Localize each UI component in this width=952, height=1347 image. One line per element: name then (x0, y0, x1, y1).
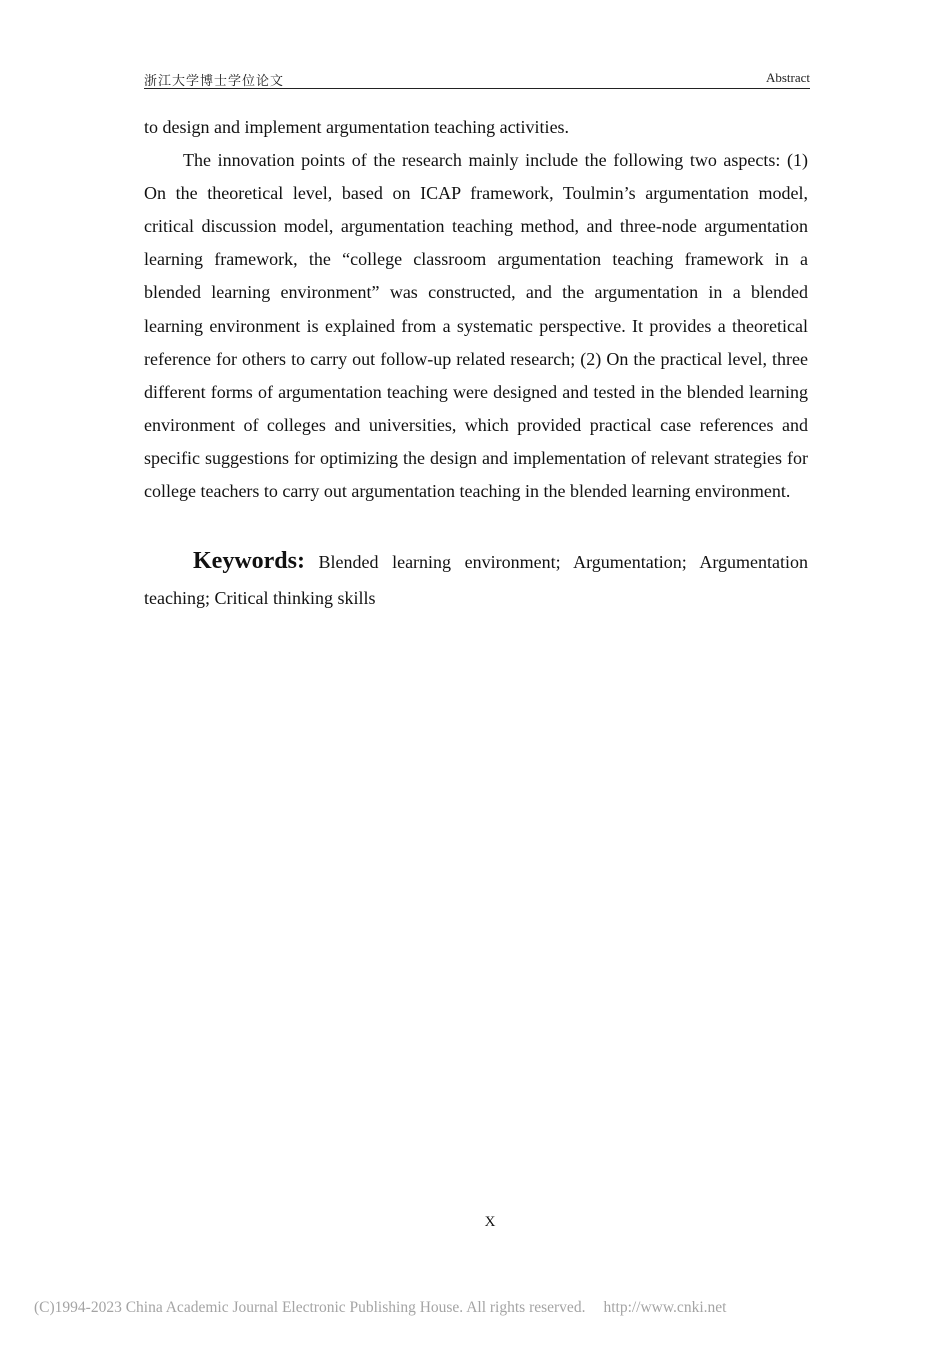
running-header (144, 68, 810, 89)
keywords-section (144, 543, 808, 616)
paragraph-continuation: to design and implement argumentation teaching activities. (144, 117, 570, 137)
copyright-text: (C)1994-2023 China Academic Journal Electronic Publishing House. All rights reserved. (34, 1299, 586, 1316)
keywords-list: Blended learning environment; Argumentation; Argumentation teaching; Critical thinking skills (144, 552, 808, 608)
footer-url: http://www.cnki.net (603, 1299, 727, 1316)
paragraph-innovation-points: The innovation points of the research mainly include the following two aspects: (1) On the theoretical level, based on ICAP framework, Toulmin’s argumentation model, critical discussion model, argumentation teaching method, and three-node argumentation learning framework, the “college classroom argumentation teaching framework in a blended learning environment” was constructed, and the argumentation in a blended learning environment is explained from a systematic perspective. It provides a theoretical reference for others to carry out follow-up related research; (2) On the practical level, three different forms of argumentation teaching were designed and tested in the blended learning environment of colleges and universities, which provided practical case references and specific suggestions for optimizing the design and implementation of relevant strategies for college teachers to carry out argumentation teaching in the blended learning environment. (144, 150, 808, 502)
copyright-footer (34, 1299, 726, 1317)
keywords-label: Keywords: (193, 548, 305, 574)
page-number: X (484, 1214, 496, 1230)
abstract-body (144, 111, 808, 508)
section-title-header: Abstract (765, 70, 810, 85)
thesis-title-header: 浙江大学博士学位论文 (144, 74, 285, 89)
